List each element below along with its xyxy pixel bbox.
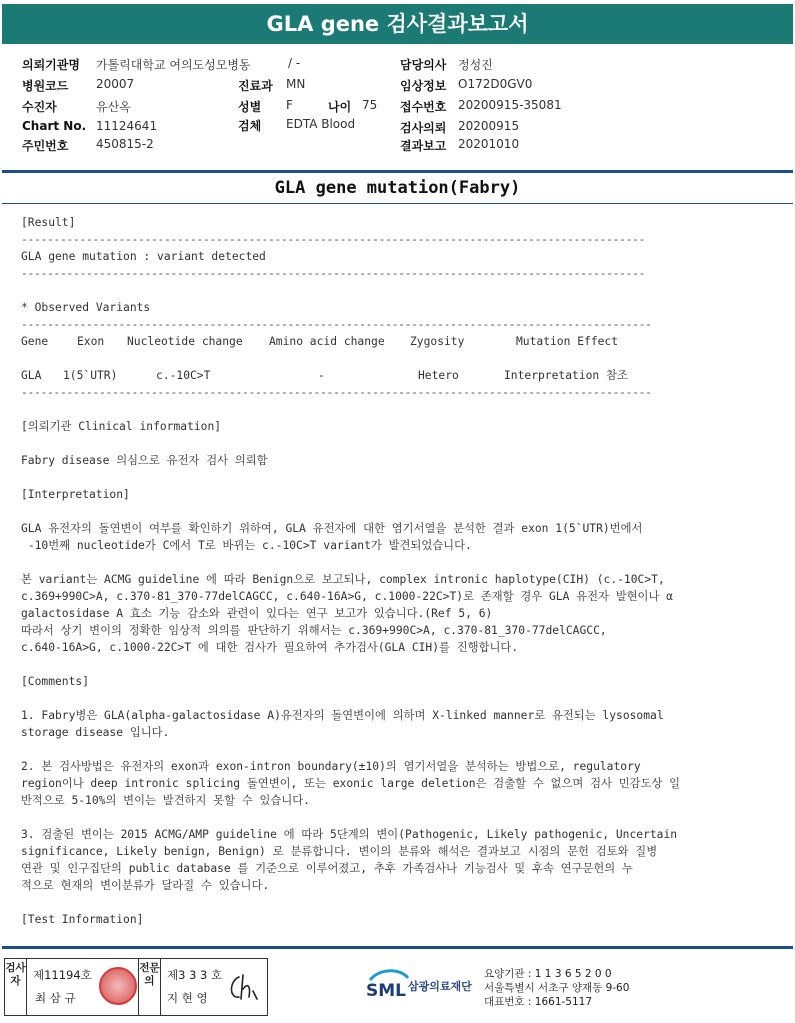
request-label: 검사의뢰 [400,121,447,135]
report-date-value: 20201010 [458,137,520,151]
inspector-number: 제11194호 [33,968,92,982]
id-label: 주민번호 [22,139,69,153]
comments-header: [Comments] [21,675,90,688]
chart-label: Chart No. [22,119,87,133]
dash-line: ------------------------------------------------------------------------------------------------- [21,386,652,399]
interpretation-paragraph-2: 본 variant는 ACMG guideline 에 따라 Benign으로 보고되나, complex intronic haplotype(CIH) (c.-10C>T, c.369+990C>A, c.370-81_370-77delCAGCC, c.640-16A>G, c.1000-22C>T)로 존재할 경우 GLA 유전자 발현이나 α galactosidase A 효소 기능 감소와 관련이 있다는 연구 보고가 있습니다.(Ref 5, 6) 따라서 상기 변이의 정확한 임상적 의의를 판단하기 위해서는 c.369+990C>A, c.370-81_370-77delCAGCC, c.640-16A>G, c.1000-22C>T 에 대한 검사가 필요하여 추가검사(GLA CIH)를 진행합니다. [21,573,673,654]
cell-gene: GLA [21,369,42,382]
specialist-name: 지 현 영 [167,991,208,1005]
report-heading: GLA gene mutation(Fabry) [274,178,521,198]
seal-stamp-icon [99,967,137,1005]
col-nucleotide: Nucleotide change [127,335,243,348]
result-header: [Result] [21,216,76,229]
chart-value: 11124641 [96,119,158,133]
specimen-value: EDTA Blood [286,117,356,131]
col-gene: Gene [21,335,49,348]
observed-header: * Observed Variants [21,301,151,314]
hospital-code-label: 병원코드 [22,79,69,93]
comment-1: 1. Fabry병은 GLA(alpha-galactosidase A)유전자의 돌연변이에 의하며 X-linked manner로 유전되는 lysosomal storage disease 입니다. [21,709,664,739]
signature-box [4,958,268,1016]
specialist-number: 제3 3 3 호 [167,968,223,982]
comment-2: 2. 본 검사방법은 유전자의 exon과 exon-intron boundary(±10)의 염기서열을 분석하는 방법으로, regulatory region이나 deep intronic splicing 돌연변이, 또는 exonic large deletion은 검출할 수 없으며 검사 민감도상 일 반적으로 5-10%의 변이는 발견하지 못할 수 있습니다. [21,760,681,807]
col-zygosity: Zygosity [410,335,465,348]
col-exon: Exon [77,335,105,348]
variant-table-header [21,333,781,350]
sex-value: F [286,98,293,112]
interpretation-header: [Interpretation] [21,488,130,501]
interpretation-paragraph-1: GLA 유전자의 돌연변이 여부를 확인하기 위하여, GLA 유전자에 대한 염기서열을 분석한 결과 exon 1(5`UTR)번에서 -10번째 nucleotide가 C에서 T로 바뀌는 c.-10C>T variant가 발견되었습니다. [21,522,643,552]
age-label: 나이 [328,100,352,114]
clinical-header: [의뢰기관 Clinical information] [21,420,222,433]
institution-extra: / - [288,56,301,70]
clinic-info-value: O172D0GV0 [458,77,533,91]
institution-value: 가톨릭대학교 여의도성모병동 [96,58,251,72]
clinic-info-label: 임상정보 [400,79,447,93]
specialist-label: 전문의 [139,959,161,1015]
patient-info [0,52,795,164]
inspector-name: 최 삼 규 [35,991,76,1005]
doctor-value: 정성진 [458,58,493,72]
sex-label: 성별 [238,100,262,114]
dash-line: ------------------------------------------------------------------------------------------------ [21,233,646,246]
hospital-code-value: 20007 [96,77,135,91]
variant-row [21,367,781,384]
institution-label: 의뢰기관명 [22,58,80,72]
contact-info: 요양기관 : 1 1 3 6 5 2 0 0 서울특별시 서초구 양재동 9-60 대표번호 : 1661-5117 [484,968,630,1008]
logo-wordmark: SML [366,981,406,1001]
col-amino: Amino acid change [269,335,385,348]
id-value: 450815-2 [96,137,154,151]
dash-line: ------------------------------------------------------------------------------------------------- [21,318,652,331]
cell-amino: - [318,369,325,382]
request-value: 20200915 [458,119,520,133]
org-name: 삼광의료재단 [408,980,472,993]
report-title-bar: GLA gene 검사결과보고서 [2,4,793,44]
divider-heading [2,203,793,204]
cell-effect: Interpretation 참조 [504,369,628,382]
age-value: 75 [362,98,378,112]
inspector-label: 검사자 [5,959,27,1015]
receipt-value: 20200915-35081 [458,98,562,112]
clinical-text: Fabry disease 의심으로 유전자 검사 의뢰함 [21,454,268,467]
cell-exon: 1(5`UTR) [63,369,118,382]
signature-icon [225,969,265,1007]
report-body [21,214,781,934]
department-value: MN [286,77,306,91]
divider-bottom [2,946,793,949]
doctor-label: 담당의사 [400,58,447,72]
receipt-label: 접수번호 [400,100,447,114]
dash-line: ------------------------------------------------------------------------------------------------ [21,267,646,280]
col-effect: Mutation Effect [516,335,619,348]
department-label: 진료과 [238,79,273,93]
result-line: GLA gene mutation : variant detected [21,250,266,263]
cell-zygosity: Hetero [418,369,459,382]
specimen-label: 검체 [238,119,262,133]
divider-top [2,170,793,173]
receiver-label: 수진자 [22,100,57,114]
comment-3: 3. 검출된 변이는 2015 ACMG/AMP guideline 에 따라 5단계의 변이(Pathogenic, Likely pathogenic, Uncertain significance, Likely benign, Benign) 로 분류합니다. 변이의 분류와 해석은 결과보고 시점의 문헌 검토와 질병 연관 및 인구집단의 public database 를 기준으로 이루어졌고, 추후 가족검사나 기능검사 및 후속 연구문헌의 누 적으로 현재의 변이분류가 달라질 수 있습니다. [21,828,678,892]
report-date-label: 결과보고 [400,139,447,153]
receiver-value: 유산옥 [96,100,131,114]
test-info-header: [Test Information] [21,913,144,926]
cell-nucleotide: c.-10C>T [156,369,211,382]
